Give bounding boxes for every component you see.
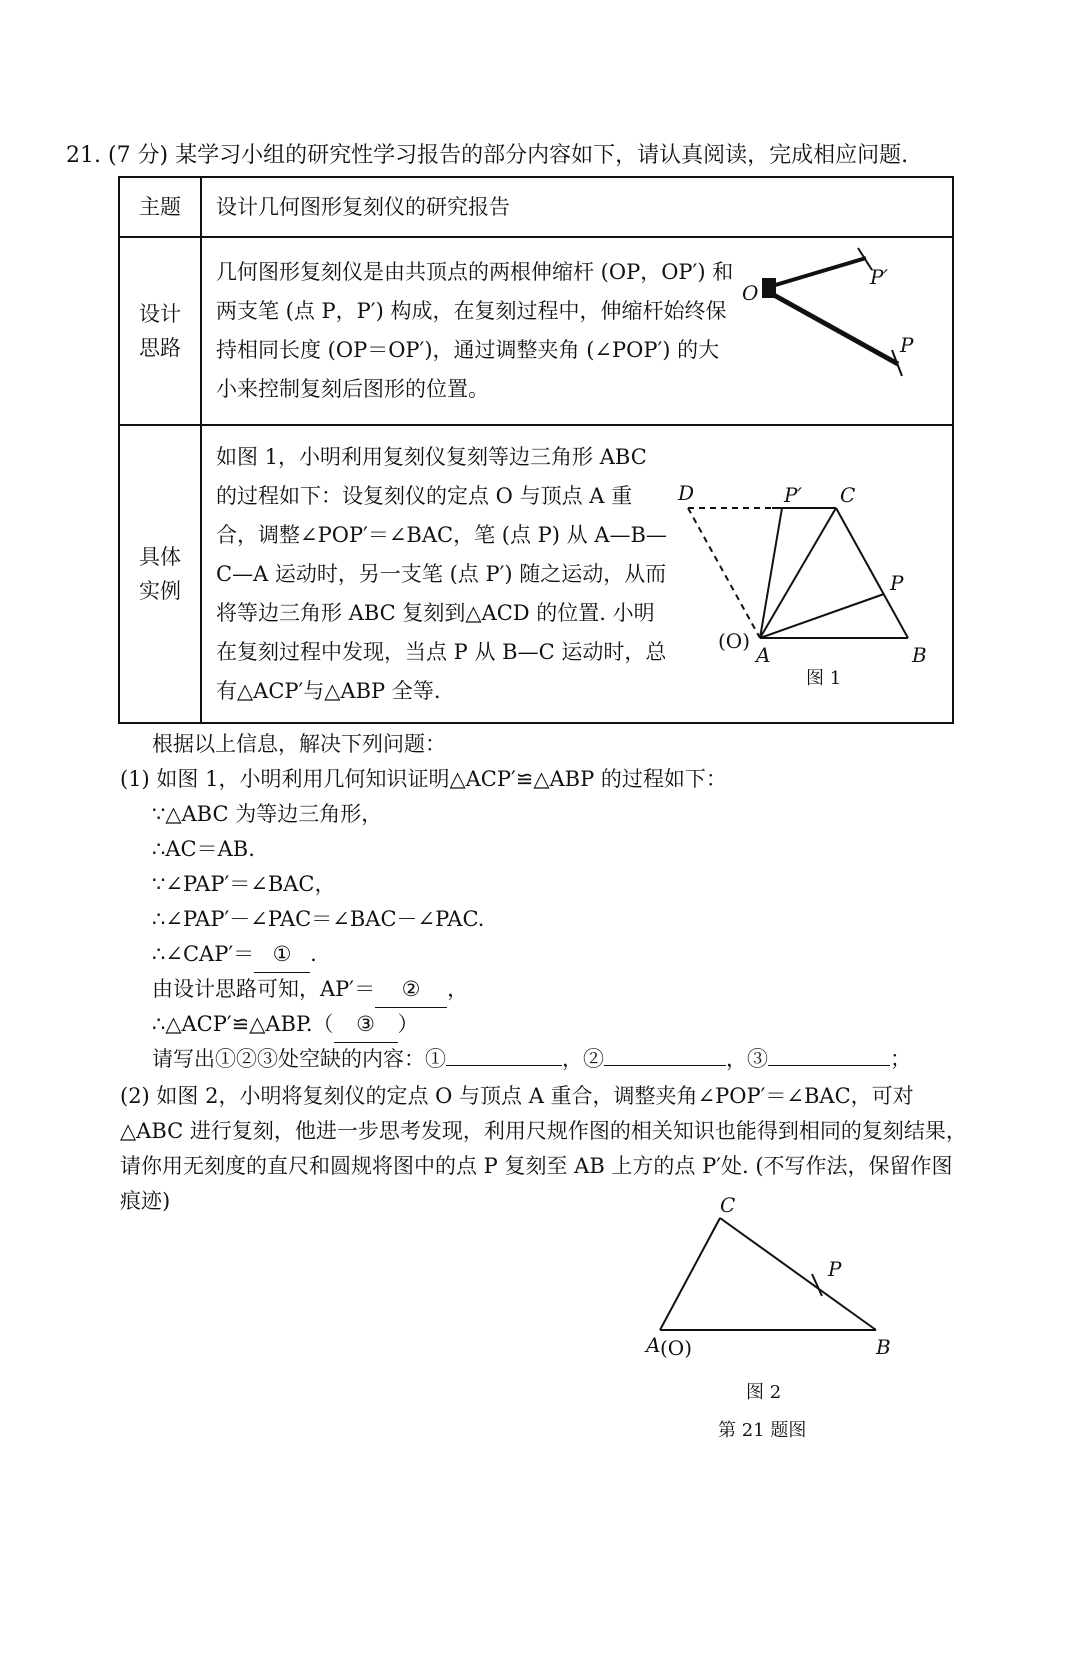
topic-label: 主题: [119, 177, 201, 237]
report-row-design: [119, 237, 953, 425]
fig1-label-a: A: [756, 643, 771, 667]
fig1-label-o: (O): [718, 629, 751, 653]
device-rod-op: [772, 294, 898, 364]
part1-intro: 根据以上信息，解决下列问题：: [152, 732, 446, 756]
fig1-label-b: B: [912, 643, 927, 667]
device-figure: [740, 246, 920, 386]
fig1-line-ap: [760, 594, 884, 638]
design-text: 几何图形复刻仪是由共顶点的两根伸缩杆 (OP，OP′) 和两支笔 (点 P，P′) 构成，在复刻过程中，伸缩杆始终保持相同长度 (OP＝OP′)，通过调整夹角 (∠POP′) 的大小来控制复刻后图形的位置。: [216, 260, 734, 401]
part1-line-3: ∵∠PAP′＝∠BAC，: [152, 872, 336, 896]
report-table: [118, 176, 954, 724]
part1-line-5-post: .: [310, 942, 317, 966]
answer-blank-3[interactable]: [768, 1065, 890, 1066]
fig1-line-da: [688, 508, 760, 638]
answer-blank-1[interactable]: [446, 1065, 562, 1066]
fig2-label-a: A: [646, 1333, 661, 1357]
example-text: 如图 1，小明利用复刻仪复刻等边三角形 ABC 的过程如下：设复刻仪的定点 O 与顶点 A 重合，调整∠POP′＝∠BAC，笔 (点 P) 从 A—B—C—A 运动时，另一支笔 (点 P′) 随之运动，从而将等边三角形 ABC 复刻到△ACD 的位置. 小明在复刻过程中发现，当点 P 从 B—C 运动时，总有△ACP′与△ABP 全等.: [216, 444, 667, 703]
report-row-topic: [119, 177, 953, 237]
figure2: [620, 1193, 940, 1441]
figure-footer-caption: 第 21 题图: [718, 1420, 807, 1441]
answer-blank-2[interactable]: [604, 1065, 726, 1066]
fig2-label-p: P: [828, 1257, 842, 1281]
blank-1[interactable]: ①: [254, 937, 310, 973]
device-label-o: O: [742, 281, 759, 305]
part2-text: (2) 如图 2，小明将复刻仪的定点 O 与顶点 A 重合，调整夹角∠POP′＝∠BAC，可对△ABC 进行复刻，他进一步思考发现，利用尺规作图的相关知识也能得到相同的复刻结果，请你用无刻度的直尺和圆规将图中的点 P 复刻至 AB 上方的点 P′处. (不写作法，保留作图痕迹): [120, 1084, 967, 1213]
part1-line-5: [120, 937, 980, 972]
topic-text: 设计几何图形复刻仪的研究报告: [216, 195, 510, 219]
part1-line-4: ∴∠PAP′－∠PAC＝∠BAC－∠PAC.: [152, 907, 485, 931]
figure1: [668, 462, 968, 692]
part1-line-7-pre: ∴△ACP′≌△ABP.: [152, 1012, 313, 1036]
answer-end: ；: [890, 1047, 911, 1071]
fig2-label-b: B: [876, 1335, 891, 1359]
part1-line-8: [120, 1042, 980, 1077]
part1-line-5-pre: ∴∠CAP′＝: [152, 942, 255, 966]
example-label: 具体实例: [139, 545, 181, 603]
fig1-label-c: C: [840, 483, 856, 507]
part1-line-7: ∴△ACP′≌△ABP.（ ③ ）: [120, 1007, 980, 1042]
fig1-label-p: P: [890, 571, 904, 595]
question-header: 21. (7 分) 某学习小组的研究性学习报告的部分内容如下，请认真阅读，完成相应问题.: [66, 143, 909, 168]
blank-2[interactable]: ②: [375, 972, 447, 1008]
part1: [120, 727, 980, 1077]
part1-line-6-pre: 由设计思路可知，AP′＝: [152, 977, 376, 1001]
part1-line-6: [120, 972, 980, 1007]
fig1-caption: 图 1: [806, 668, 842, 689]
fig1-label-d: D: [678, 481, 695, 505]
report-row-example: [119, 425, 953, 723]
part1-line-6-post: ，: [447, 977, 469, 1001]
part1-line-2: ∴AC＝AB.: [152, 837, 255, 861]
fig2-caption: 图 2: [746, 1382, 782, 1403]
fig2-label-c: C: [720, 1193, 736, 1217]
answer-sep-1: ，②: [562, 1047, 604, 1071]
part1-line-8-pre: 请写出①②③处空缺的内容：①: [152, 1047, 446, 1071]
fig1-label-p1: P′: [784, 483, 802, 507]
answer-sep-2: ，③: [726, 1047, 768, 1071]
blank-3[interactable]: ③: [334, 1007, 398, 1043]
part1-line-1: ∵△ABC 为等边三角形，: [152, 802, 383, 826]
fig2-line-ac: [660, 1218, 720, 1330]
part1-line-0: (1) 如图 1，小明利用几何知识证明△ACP′≌△ABP 的过程如下：: [120, 767, 727, 791]
design-label: 设计思路: [139, 302, 181, 360]
device-rod-op1: [772, 258, 866, 286]
device-label-p1: P′: [870, 265, 888, 289]
fig2-line-cb: [720, 1218, 876, 1330]
fig2-label-o: (O): [660, 1336, 693, 1360]
device-label-p: P: [900, 333, 914, 357]
